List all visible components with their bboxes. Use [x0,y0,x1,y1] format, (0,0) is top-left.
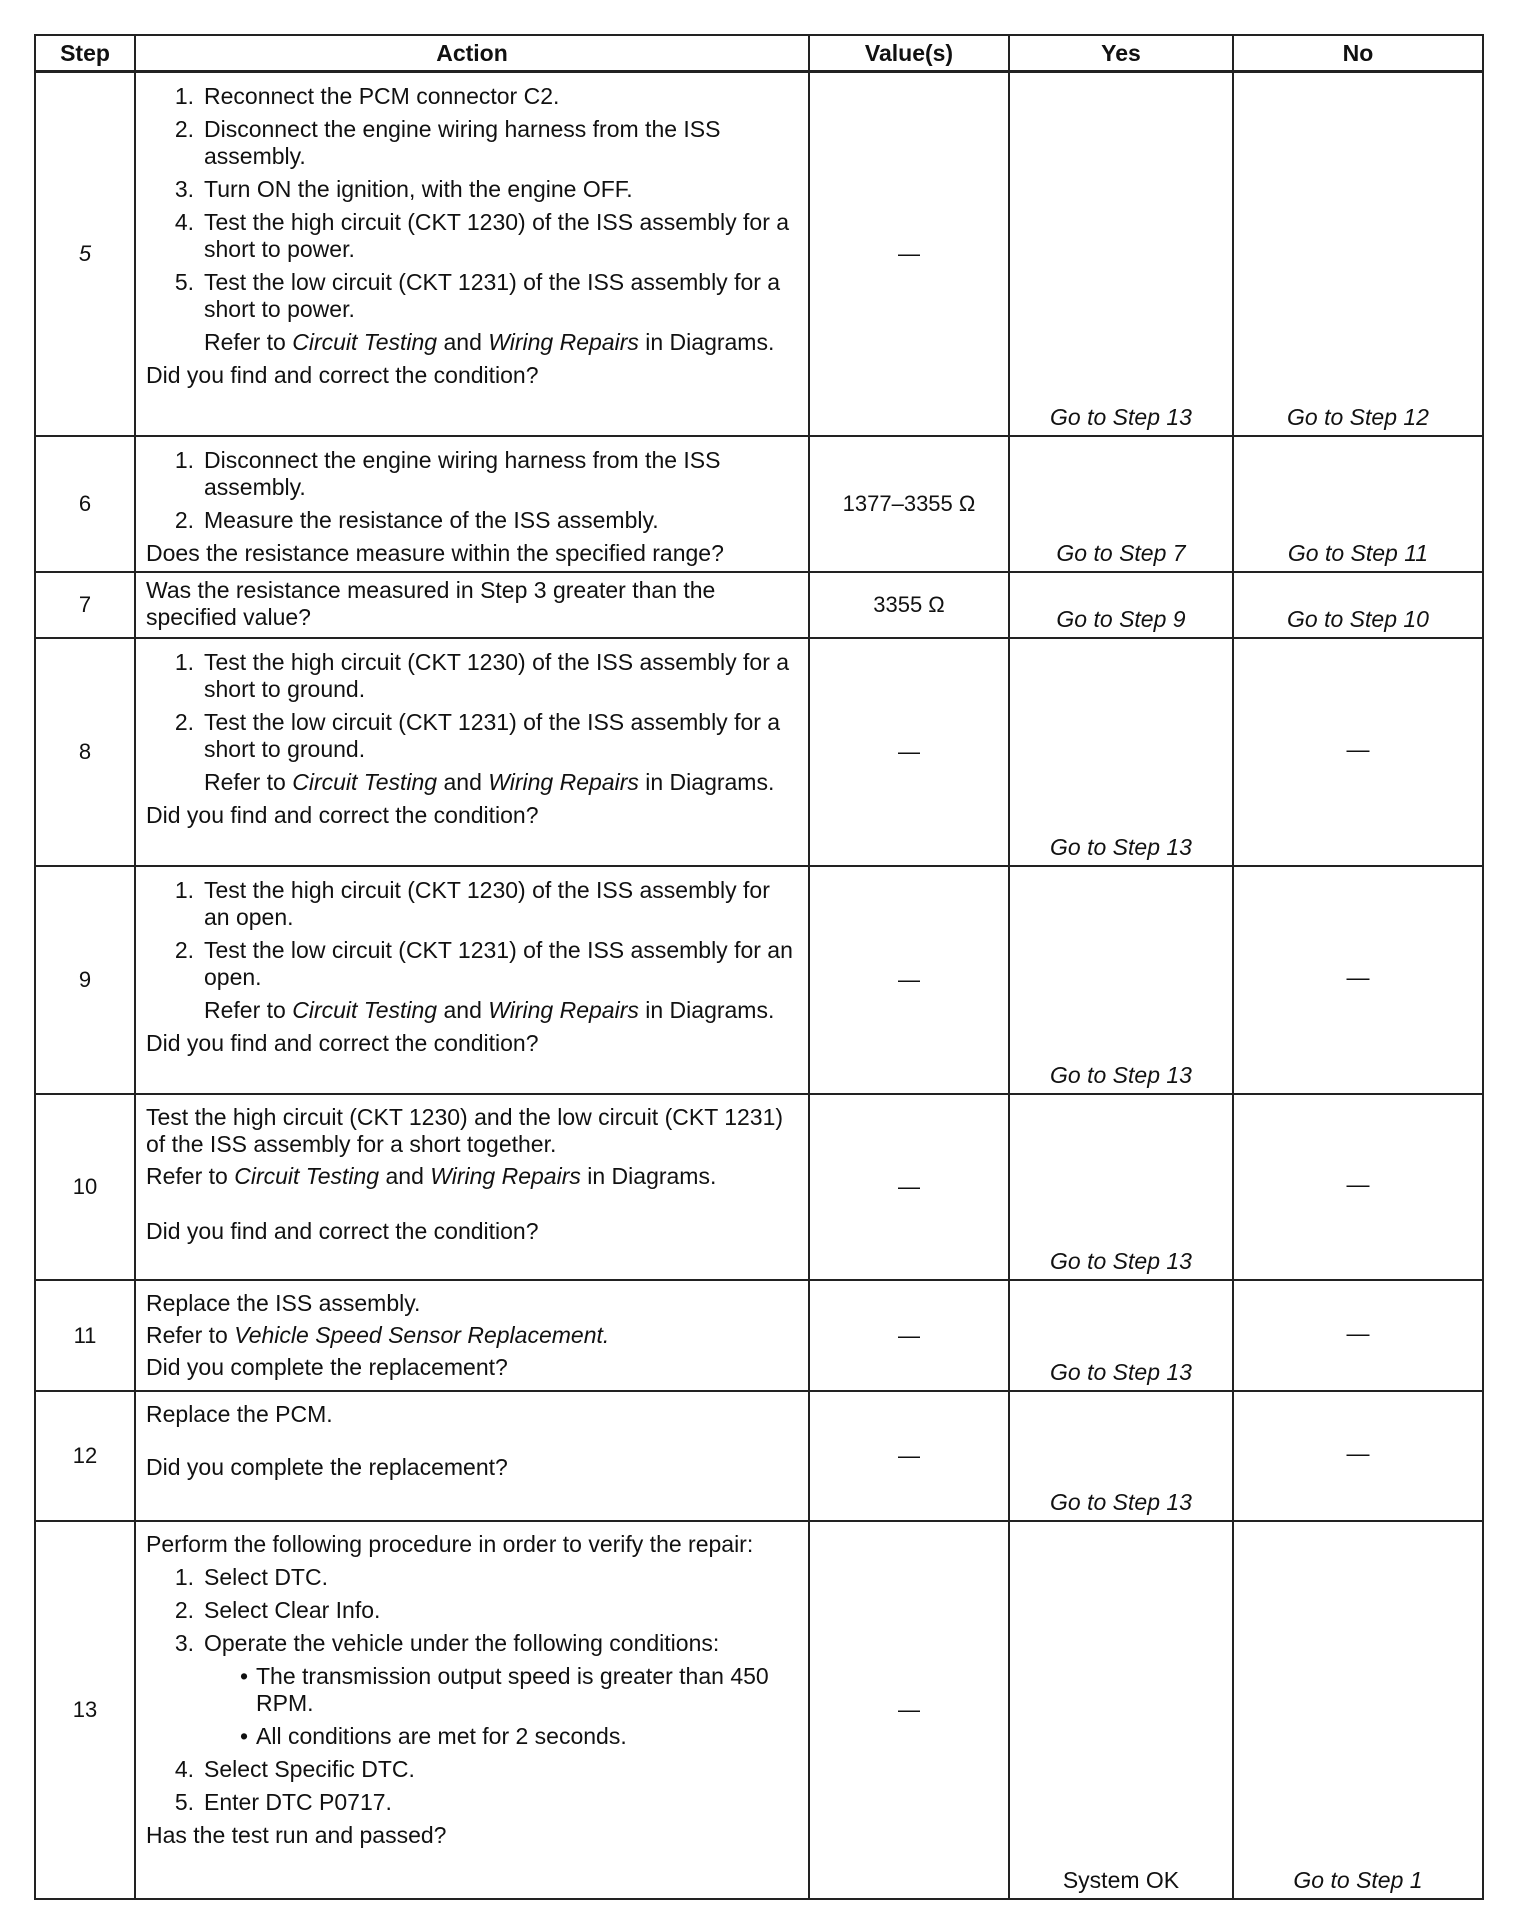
yes-cell: Go to Step 13 [1009,638,1233,866]
no-cell: — [1233,638,1483,866]
yes-cell: Go to Step 7 [1009,436,1233,572]
reference-text: Refer to Circuit Testing and Wiring Repairs in Diagrams. [146,1162,717,1189]
yes-cell: Go to Step 13 [1009,1280,1233,1391]
instruction-text: Perform the following procedure in order to verify the repair: [146,1530,754,1557]
question-text: Did you find and correct the condition? [146,1029,539,1056]
action-cell [135,1094,809,1280]
step-number: 6 [35,436,135,572]
action-cell [135,638,809,866]
value-cell: — [809,638,1009,866]
col-yes-header: Yes [1009,35,1233,72]
reference-text: Refer to Circuit Testing and Wiring Repairs in Diagrams. [204,768,775,795]
instruction-text: Replace the PCM. [146,1400,333,1427]
list-item: 2. Test the low circuit (CKT 1231) of the ISS assembly for a short to ground. [174,708,781,762]
step-number: 12 [35,1391,135,1521]
step-row-5 [35,72,1483,436]
instruction-text: Replace the ISS assembly. [146,1289,421,1316]
reference-text: Refer to Circuit Testing and Wiring Repairs in Diagrams. [204,329,775,355]
list-item: 3. Turn ON the ignition, with the engine OFF. [174,176,633,202]
col-action-header: Action [135,35,809,72]
question-text: Did you find and correct the condition? [146,1217,539,1244]
yes-cell: Go to Step 13 [1009,866,1233,1094]
action-cell [135,1280,809,1391]
question-text: Has the test run and passed? [146,1821,447,1848]
step-number: 13 [35,1521,135,1899]
step-row-10 [35,1094,1483,1280]
no-cell: — [1233,866,1483,1094]
question-text: Did you complete the replacement? [146,1353,508,1380]
action-cell [135,1391,809,1521]
yes-cell: Go to Step 9 [1009,572,1233,638]
step-number: 10 [35,1094,135,1280]
list-item: 1. Test the high circuit (CKT 1230) of the ISS assembly for an open. [174,876,770,930]
bullet-item: • The transmission output speed is greater than 450 RPM. [240,1662,769,1716]
step-number: 5 [35,72,135,436]
step-row-8 [35,638,1483,866]
no-cell: — [1233,1391,1483,1521]
value-cell: 1377–3355 Ω [809,436,1009,572]
list-item: 3. Operate the vehicle under the following conditions: [174,1629,720,1656]
list-item: 5. Test the low circuit (CKT 1231) of the ISS assembly for a short to power. [174,269,781,322]
col-values-header: Value(s) [809,35,1009,72]
list-item: 2. Disconnect the engine wiring harness from the ISS assembly. [174,116,721,169]
no-cell: — [1233,1094,1483,1280]
col-no-header: No [1233,35,1483,72]
value-cell: — [809,1391,1009,1521]
reference-text: Refer to Circuit Testing and Wiring Repairs in Diagrams. [204,996,775,1023]
value-cell: — [809,1280,1009,1391]
action-cell [135,436,809,572]
no-cell: Go to Step 11 [1233,436,1483,572]
reference-text: Refer to Vehicle Speed Sensor Replacement. [146,1321,610,1348]
list-item: 4. Select Specific DTC. [174,1755,415,1782]
list-item: 2. Test the low circuit (CKT 1231) of the ISS assembly for an open. [174,936,793,990]
value-cell: 3355 Ω [809,572,1009,638]
value-cell: — [809,1521,1009,1899]
instruction-text: Test the high circuit (CKT 1230) and the low circuit (CKT 1231) of the ISS assembly for a short together. [146,1103,784,1157]
step-row-11 [35,1280,1483,1391]
list-item: 2. Select Clear Info. [174,1596,381,1623]
no-cell: Go to Step 12 [1233,72,1483,436]
question-text: Was the resistance measured in Step 3 greater than the specified value? [146,576,716,630]
list-item: 1. Select DTC. [174,1563,328,1590]
list-item: 5. Enter DTC P0717. [174,1788,392,1815]
step-row-9 [35,866,1483,1094]
yes-cell: Go to Step 13 [1009,1391,1233,1521]
list-item: 1. Test the high circuit (CKT 1230) of the ISS assembly for a short to ground. [174,648,790,702]
yes-cell: System OK [1009,1521,1233,1899]
list-item: 1. Disconnect the engine wiring harness from the ISS assembly. [174,446,721,500]
question-text: Does the resistance measure within the specified range? [146,539,724,566]
action-cell [135,72,809,436]
list-item: 1. Reconnect the PCM connector C2. [174,83,560,109]
col-step-header: Step [35,35,135,72]
no-cell: — [1233,1280,1483,1391]
value-cell: — [809,866,1009,1094]
action-cell [135,572,809,638]
step-number: 8 [35,638,135,866]
step-number: 11 [35,1280,135,1391]
action-cell [135,866,809,1094]
yes-cell: Go to Step 13 [1009,1094,1233,1280]
list-item: 2. Measure the resistance of the ISS assembly. [174,506,659,533]
step-number: 7 [35,572,135,638]
question-text: Did you complete the replacement? [146,1453,508,1480]
value-cell: — [809,72,1009,436]
question-text: Did you find and correct the condition? [146,801,539,828]
step-row-6 [35,436,1483,572]
step-number: 9 [35,866,135,1094]
no-cell: Go to Step 1 [1233,1521,1483,1899]
header-row [35,35,1483,72]
step-row-13 [35,1521,1483,1899]
no-cell: Go to Step 10 [1233,572,1483,638]
list-item: 4. Test the high circuit (CKT 1230) of the ISS assembly for a short to power. [174,209,790,262]
step-row-12 [35,1391,1483,1521]
step-row-7 [35,572,1483,638]
yes-cell: Go to Step 13 [1009,72,1233,436]
value-cell: — [809,1094,1009,1280]
bullet-item: • All conditions are met for 2 seconds. [240,1722,627,1749]
diagnostic-table [34,34,1484,1900]
action-cell [135,1521,809,1899]
question-text: Did you find and correct the condition? [146,362,539,388]
